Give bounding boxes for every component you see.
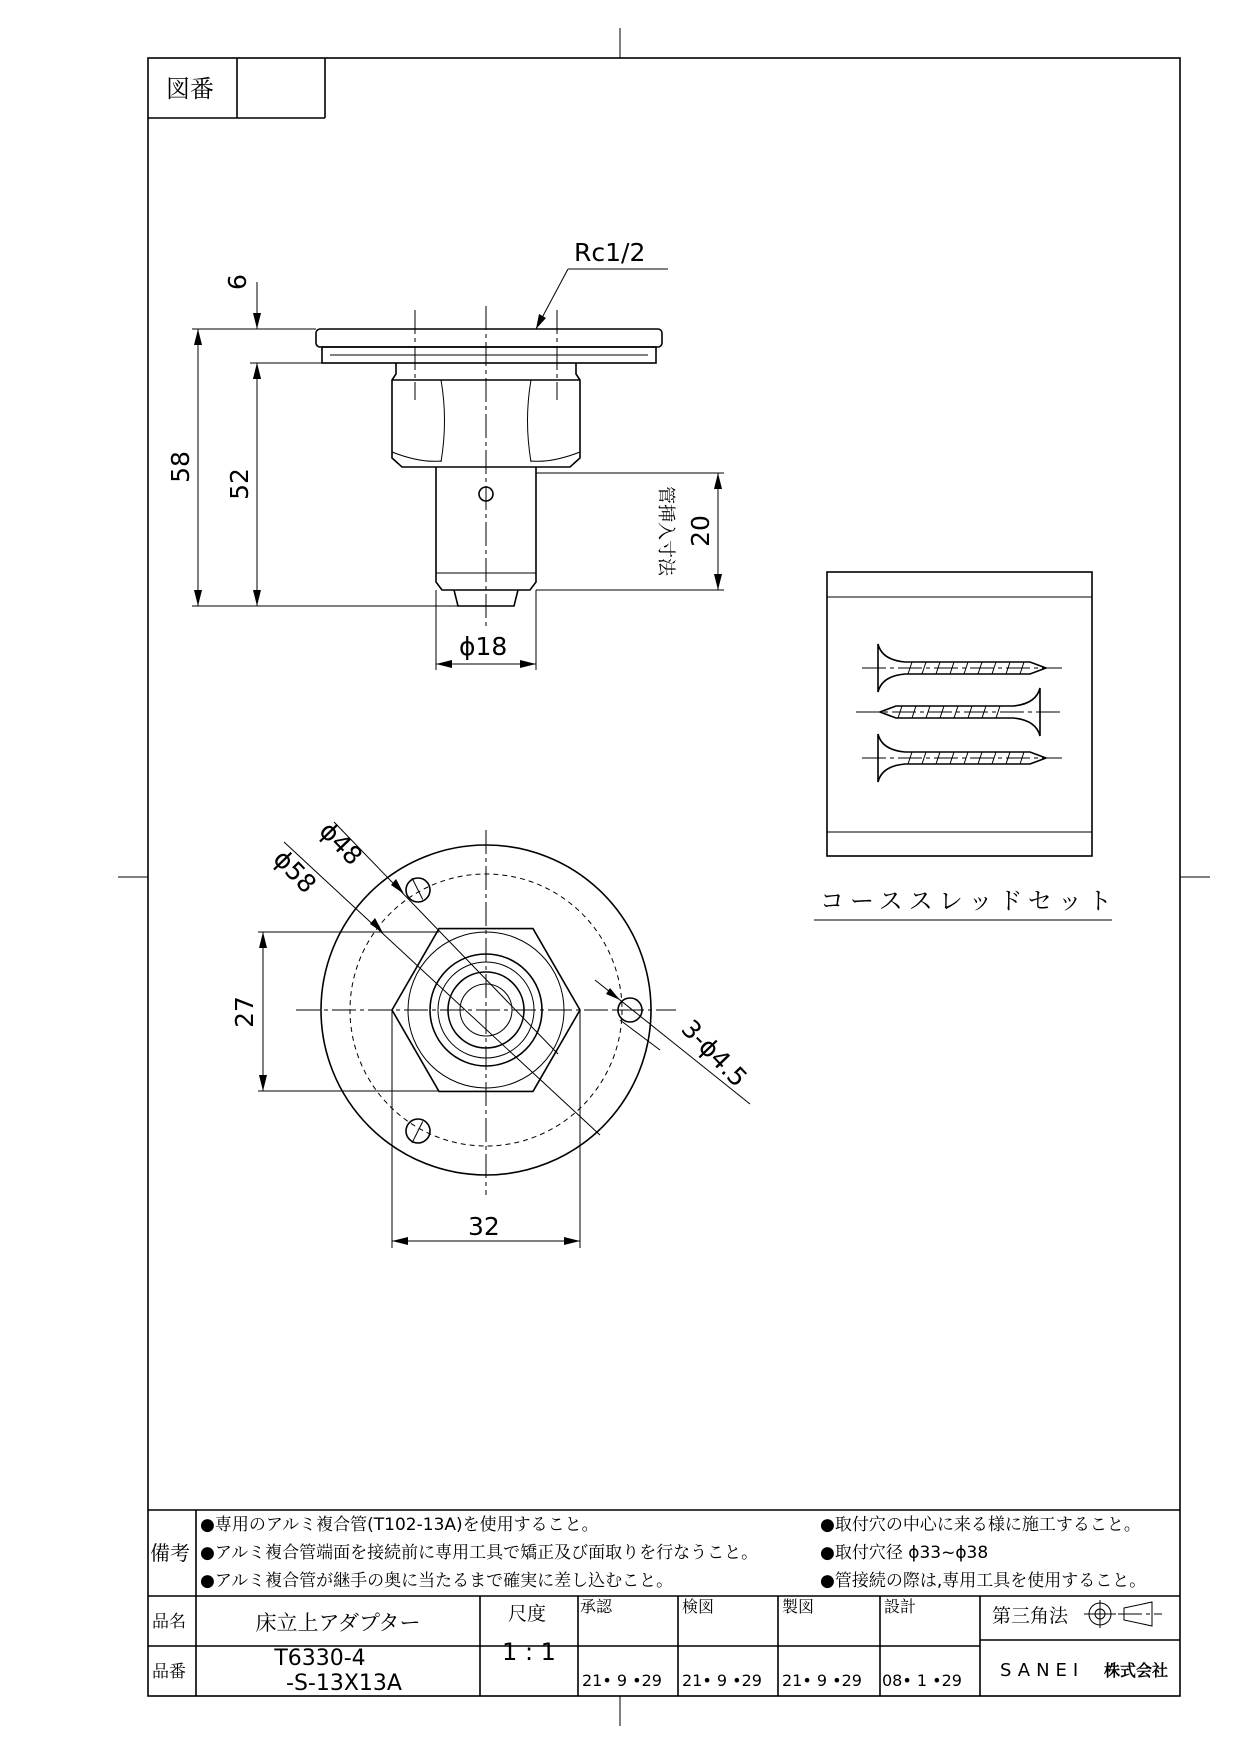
company-suffix: 株式会社: [1104, 1661, 1169, 1680]
design-label: 設計: [884, 1597, 917, 1616]
draft-label: 製図: [782, 1597, 815, 1616]
company-name: SANEI: [1000, 1660, 1085, 1681]
product-number-line2: -S-13X13A: [286, 1671, 402, 1696]
pcd-dimension: ϕ48: [313, 816, 369, 871]
body-height-dimension: 52: [225, 468, 254, 500]
product-number-line1: T6330-4: [274, 1646, 366, 1671]
note-right-3: ●管接続の際は,専用工具を使用すること。: [820, 1571, 1147, 1591]
note-right-2: ●取付穴径 ϕ33~ϕ38: [820, 1543, 989, 1563]
check-label: 検図: [682, 1597, 715, 1616]
note-left-3: ●アルミ複合管が継手の奥に当たるまで確実に差し込むこと。: [200, 1571, 674, 1591]
flange-thickness-dimension: 6: [223, 274, 252, 290]
side-view: [192, 269, 724, 670]
third-angle-projection-icon: [1084, 1600, 1162, 1628]
scale-value: 1 : 1: [502, 1638, 556, 1666]
drawing-number-label: 図番: [166, 75, 214, 103]
outer-diameter-dimension: ϕ58: [267, 844, 323, 899]
note-left-1: ●専用のアルミ複合管(T102-13A)を使用すること。: [200, 1515, 599, 1535]
projection-label: 第三角法: [992, 1605, 1069, 1627]
accessory-name: コーススレッドセット: [820, 887, 1118, 915]
approval-date: 21• 9 •29: [582, 1671, 662, 1690]
product-number-label: 品番: [152, 1662, 186, 1682]
insertion-depth-dimension: 20: [686, 515, 715, 547]
spigot-diameter-dimension: ϕ18: [459, 632, 508, 661]
note-right-1: ●取付穴の中心に来る様に施工すること。: [820, 1515, 1141, 1535]
note-left-2: ●アルミ複合管端面を接続前に専用工具で矯正及び面取りを行なうこと。: [200, 1543, 759, 1563]
check-date: 21• 9 •29: [682, 1671, 762, 1690]
hex-corners-dimension: 32: [468, 1212, 500, 1241]
thread-dimension: Rc1/2: [574, 238, 646, 267]
screw-set-illustration: [814, 572, 1112, 920]
product-name: 床立上アダプター: [255, 1611, 421, 1635]
design-date: 08• 1 •29: [882, 1671, 962, 1690]
overall-height-dimension: 58: [166, 451, 195, 483]
draft-date: 21• 9 •29: [782, 1671, 862, 1690]
notes-label: 備考: [150, 1541, 190, 1565]
product-name-label: 品名: [152, 1612, 186, 1632]
holes-dimension: 3-ϕ4.5: [675, 1014, 753, 1093]
hex-width-dimension: 27: [230, 996, 259, 1028]
approval-label: 承認: [580, 1597, 613, 1616]
top-view: [258, 822, 750, 1248]
insertion-depth-label: 管挿入寸法: [655, 486, 676, 576]
scale-label: 尺度: [508, 1603, 547, 1625]
drawing-number-box: [148, 58, 325, 118]
